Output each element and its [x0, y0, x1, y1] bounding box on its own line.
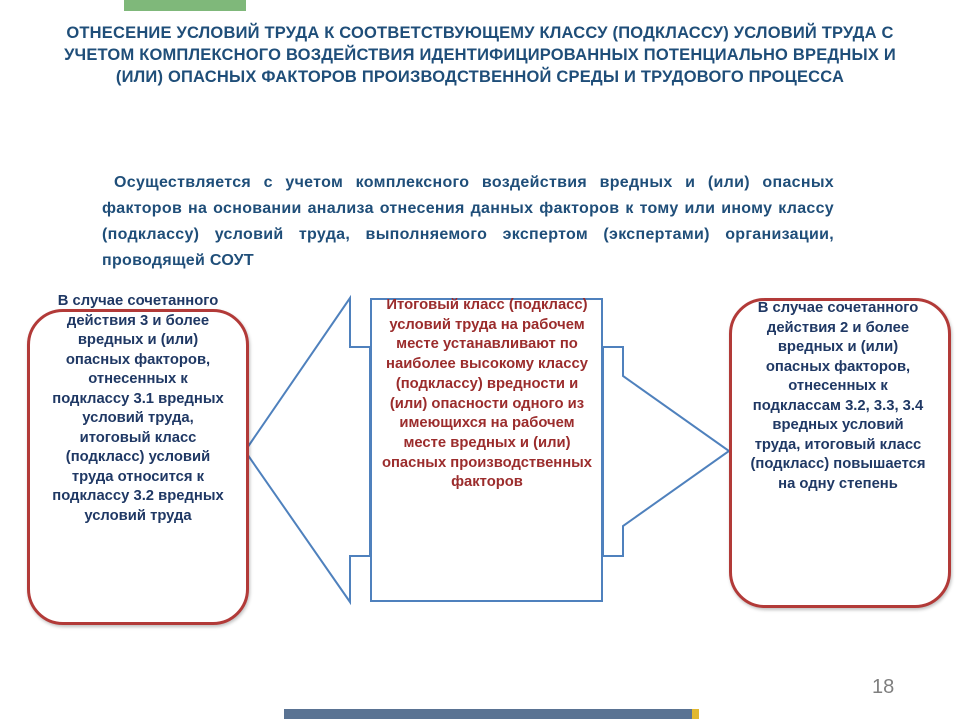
center-box-text: Итоговый класс (подкласс) условий труда на рабочем месте устанавливают по наиболее высокому классу (подклассу) вредности и (или) опасности одного из имеющихся на рабочем месте вредных и (или) опасных производственных факторов: [381, 297, 593, 491]
bottom-accent-mark: [692, 709, 699, 719]
bottom-accent-bar: [284, 709, 692, 719]
left-box-text: В случае сочетанного действия 3 и более вредных и (или) опасных факторов, отнесенных к подклассу 3.1 вредных условий труда, итоговый класс (подкласс) условий труда относится к подклассу 3.2 вредных условий труда: [52, 293, 224, 524]
right-box-text: В случае сочетанного действия 2 и более вредных и (или) опасных факторов, отнесенных к подклассам 3.2, 3.3, 3.4 вредных условий труда, итоговый класс (подкласс) повышается на одну степень: [750, 300, 926, 492]
page-number: 18: [872, 676, 895, 698]
right-arrow-shape: [603, 347, 729, 556]
intro-paragraph: Осуществляется с учетом комплексного воздействия вредных и (или) опасных факторов на основании анализа отнесения данных факторов к тому или иному классу (подклассу) условий труда, выполняемого экспертом (экспертами) организации, проводящей СОУТ: [102, 174, 834, 269]
left-arrow-shape: [245, 298, 370, 602]
slide-title: ОТНЕСЕНИЕ УСЛОВИЙ ТРУДА К СООТВЕТСТВУЮЩЕМУ КЛАССУ (ПОДКЛАССУ) УСЛОВИЙ ТРУДА С УЧЕТОМ КОМПЛЕКСНОГО ВОЗДЕЙСТВИЯ ИДЕНТИФИЦИРОВАННЫХ ПОТЕНЦИАЛЬНО ВРЕДНЫХ И (ИЛИ) ОПАСНЫХ ФАКТОРОВ ПРОИЗВОДСТВЕННОЙ СРЕДЫ И ТРУДОВОГО ПРОЦЕССА: [64, 24, 896, 86]
